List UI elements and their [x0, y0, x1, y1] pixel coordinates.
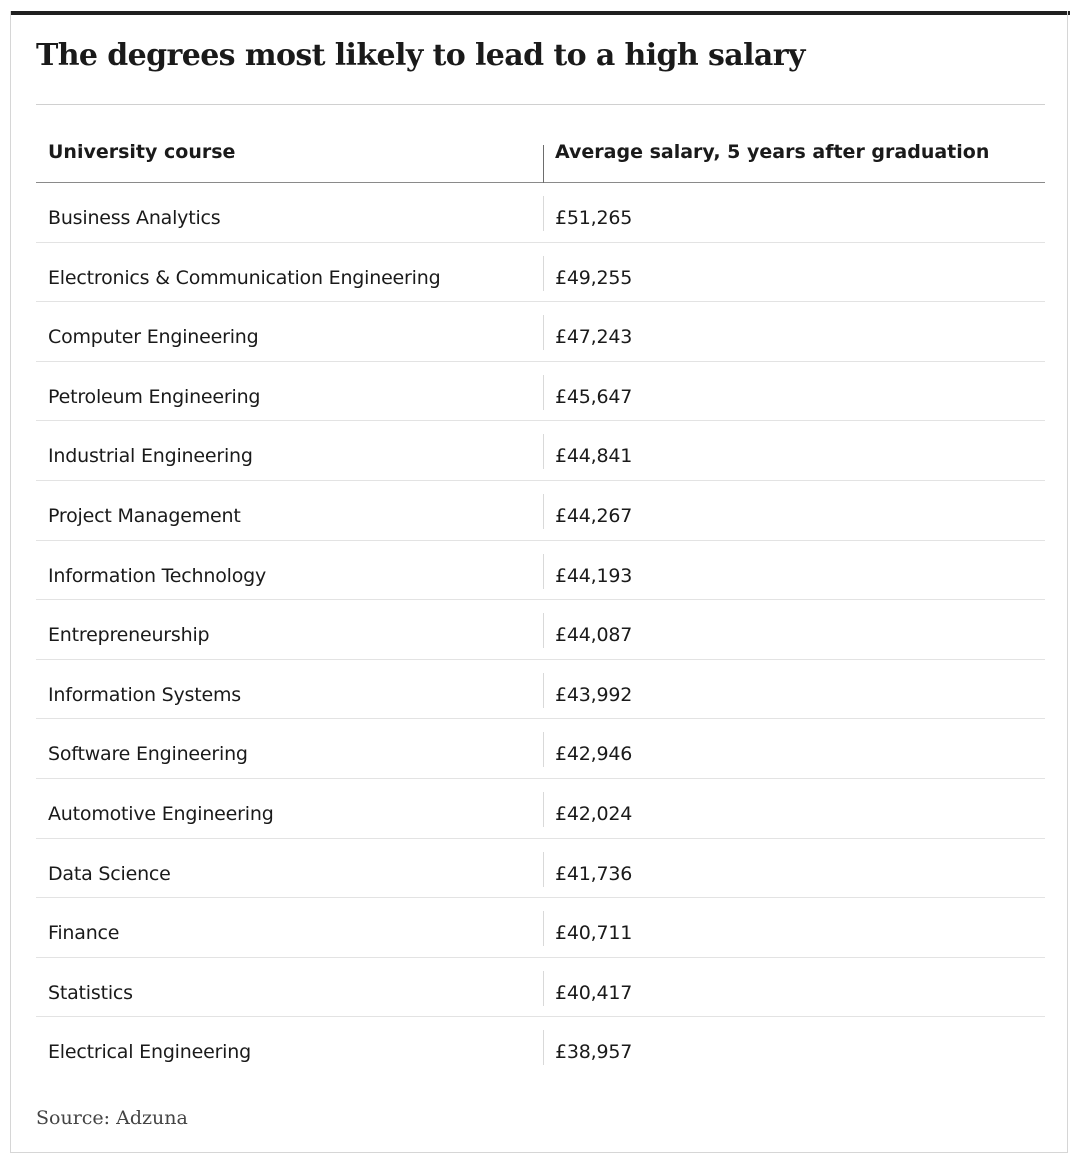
column-divider	[543, 375, 544, 410]
salary-cell: £47,243	[555, 326, 633, 349]
table-row	[36, 481, 1045, 541]
salary-cell: £40,711	[555, 922, 633, 945]
column-divider	[543, 196, 544, 231]
salary-cell: £49,255	[555, 266, 633, 289]
salary-cell: £44,841	[555, 445, 633, 468]
salary-cell: £45,647	[555, 385, 633, 408]
table-row	[36, 958, 1045, 1018]
course-cell: Information Technology	[48, 564, 267, 587]
column-header-course: University course	[48, 141, 236, 163]
table-row	[36, 1017, 1045, 1077]
course-cell: Software Engineering	[48, 743, 248, 766]
course-cell: Statistics	[48, 981, 133, 1004]
table-row	[36, 421, 1045, 481]
table-row	[36, 302, 1045, 362]
table-row	[36, 243, 1045, 303]
table-row	[36, 183, 1045, 243]
column-divider	[543, 256, 544, 291]
table-row	[36, 719, 1045, 779]
column-header-salary: Average salary, 5 years after graduation	[555, 141, 990, 163]
column-divider	[543, 792, 544, 827]
salary-cell: £44,087	[555, 624, 633, 647]
table-header	[36, 128, 1045, 183]
salary-cell: £42,024	[555, 802, 633, 825]
column-divider	[543, 852, 544, 887]
salary-cell: £42,946	[555, 743, 633, 766]
table-row	[36, 362, 1045, 422]
course-cell: Petroleum Engineering	[48, 385, 261, 408]
course-cell: Electrical Engineering	[48, 1041, 251, 1064]
course-cell: Project Management	[48, 504, 241, 527]
table-row	[36, 898, 1045, 958]
salary-cell: £43,992	[555, 683, 633, 706]
course-cell: Finance	[48, 922, 120, 945]
column-divider	[543, 315, 544, 350]
course-cell: Data Science	[48, 862, 171, 885]
title-divider	[36, 104, 1045, 105]
column-divider	[543, 554, 544, 589]
table-row	[36, 660, 1045, 720]
table-row	[36, 839, 1045, 899]
column-divider	[543, 971, 544, 1006]
course-cell: Entrepreneurship	[48, 624, 210, 647]
course-cell: Electronics & Communication Engineering	[48, 266, 441, 289]
column-divider	[543, 145, 544, 183]
column-divider	[543, 673, 544, 708]
salary-table	[36, 128, 1045, 1077]
column-divider	[543, 911, 544, 946]
table-row	[36, 779, 1045, 839]
chart-title: The degrees most likely to lead to a high salary	[36, 38, 805, 73]
salary-cell: £38,957	[555, 1041, 633, 1064]
table-body	[36, 183, 1045, 1077]
table-row	[36, 600, 1045, 660]
column-divider	[543, 434, 544, 469]
course-cell: Business Analytics	[48, 207, 221, 229]
salary-cell: £51,265	[555, 207, 633, 229]
column-divider	[543, 494, 544, 529]
salary-cell: £41,736	[555, 862, 633, 885]
course-cell: Industrial Engineering	[48, 445, 253, 468]
source-note: Source: Adzuna	[36, 1107, 188, 1129]
course-cell: Information Systems	[48, 683, 241, 706]
column-divider	[543, 1030, 544, 1065]
column-divider	[543, 732, 544, 767]
table-row	[36, 541, 1045, 601]
column-divider	[543, 613, 544, 648]
salary-cell: £44,193	[555, 564, 633, 587]
course-cell: Automotive Engineering	[48, 802, 274, 825]
salary-cell: £44,267	[555, 504, 633, 527]
course-cell: Computer Engineering	[48, 326, 259, 349]
salary-cell: £40,417	[555, 981, 633, 1004]
